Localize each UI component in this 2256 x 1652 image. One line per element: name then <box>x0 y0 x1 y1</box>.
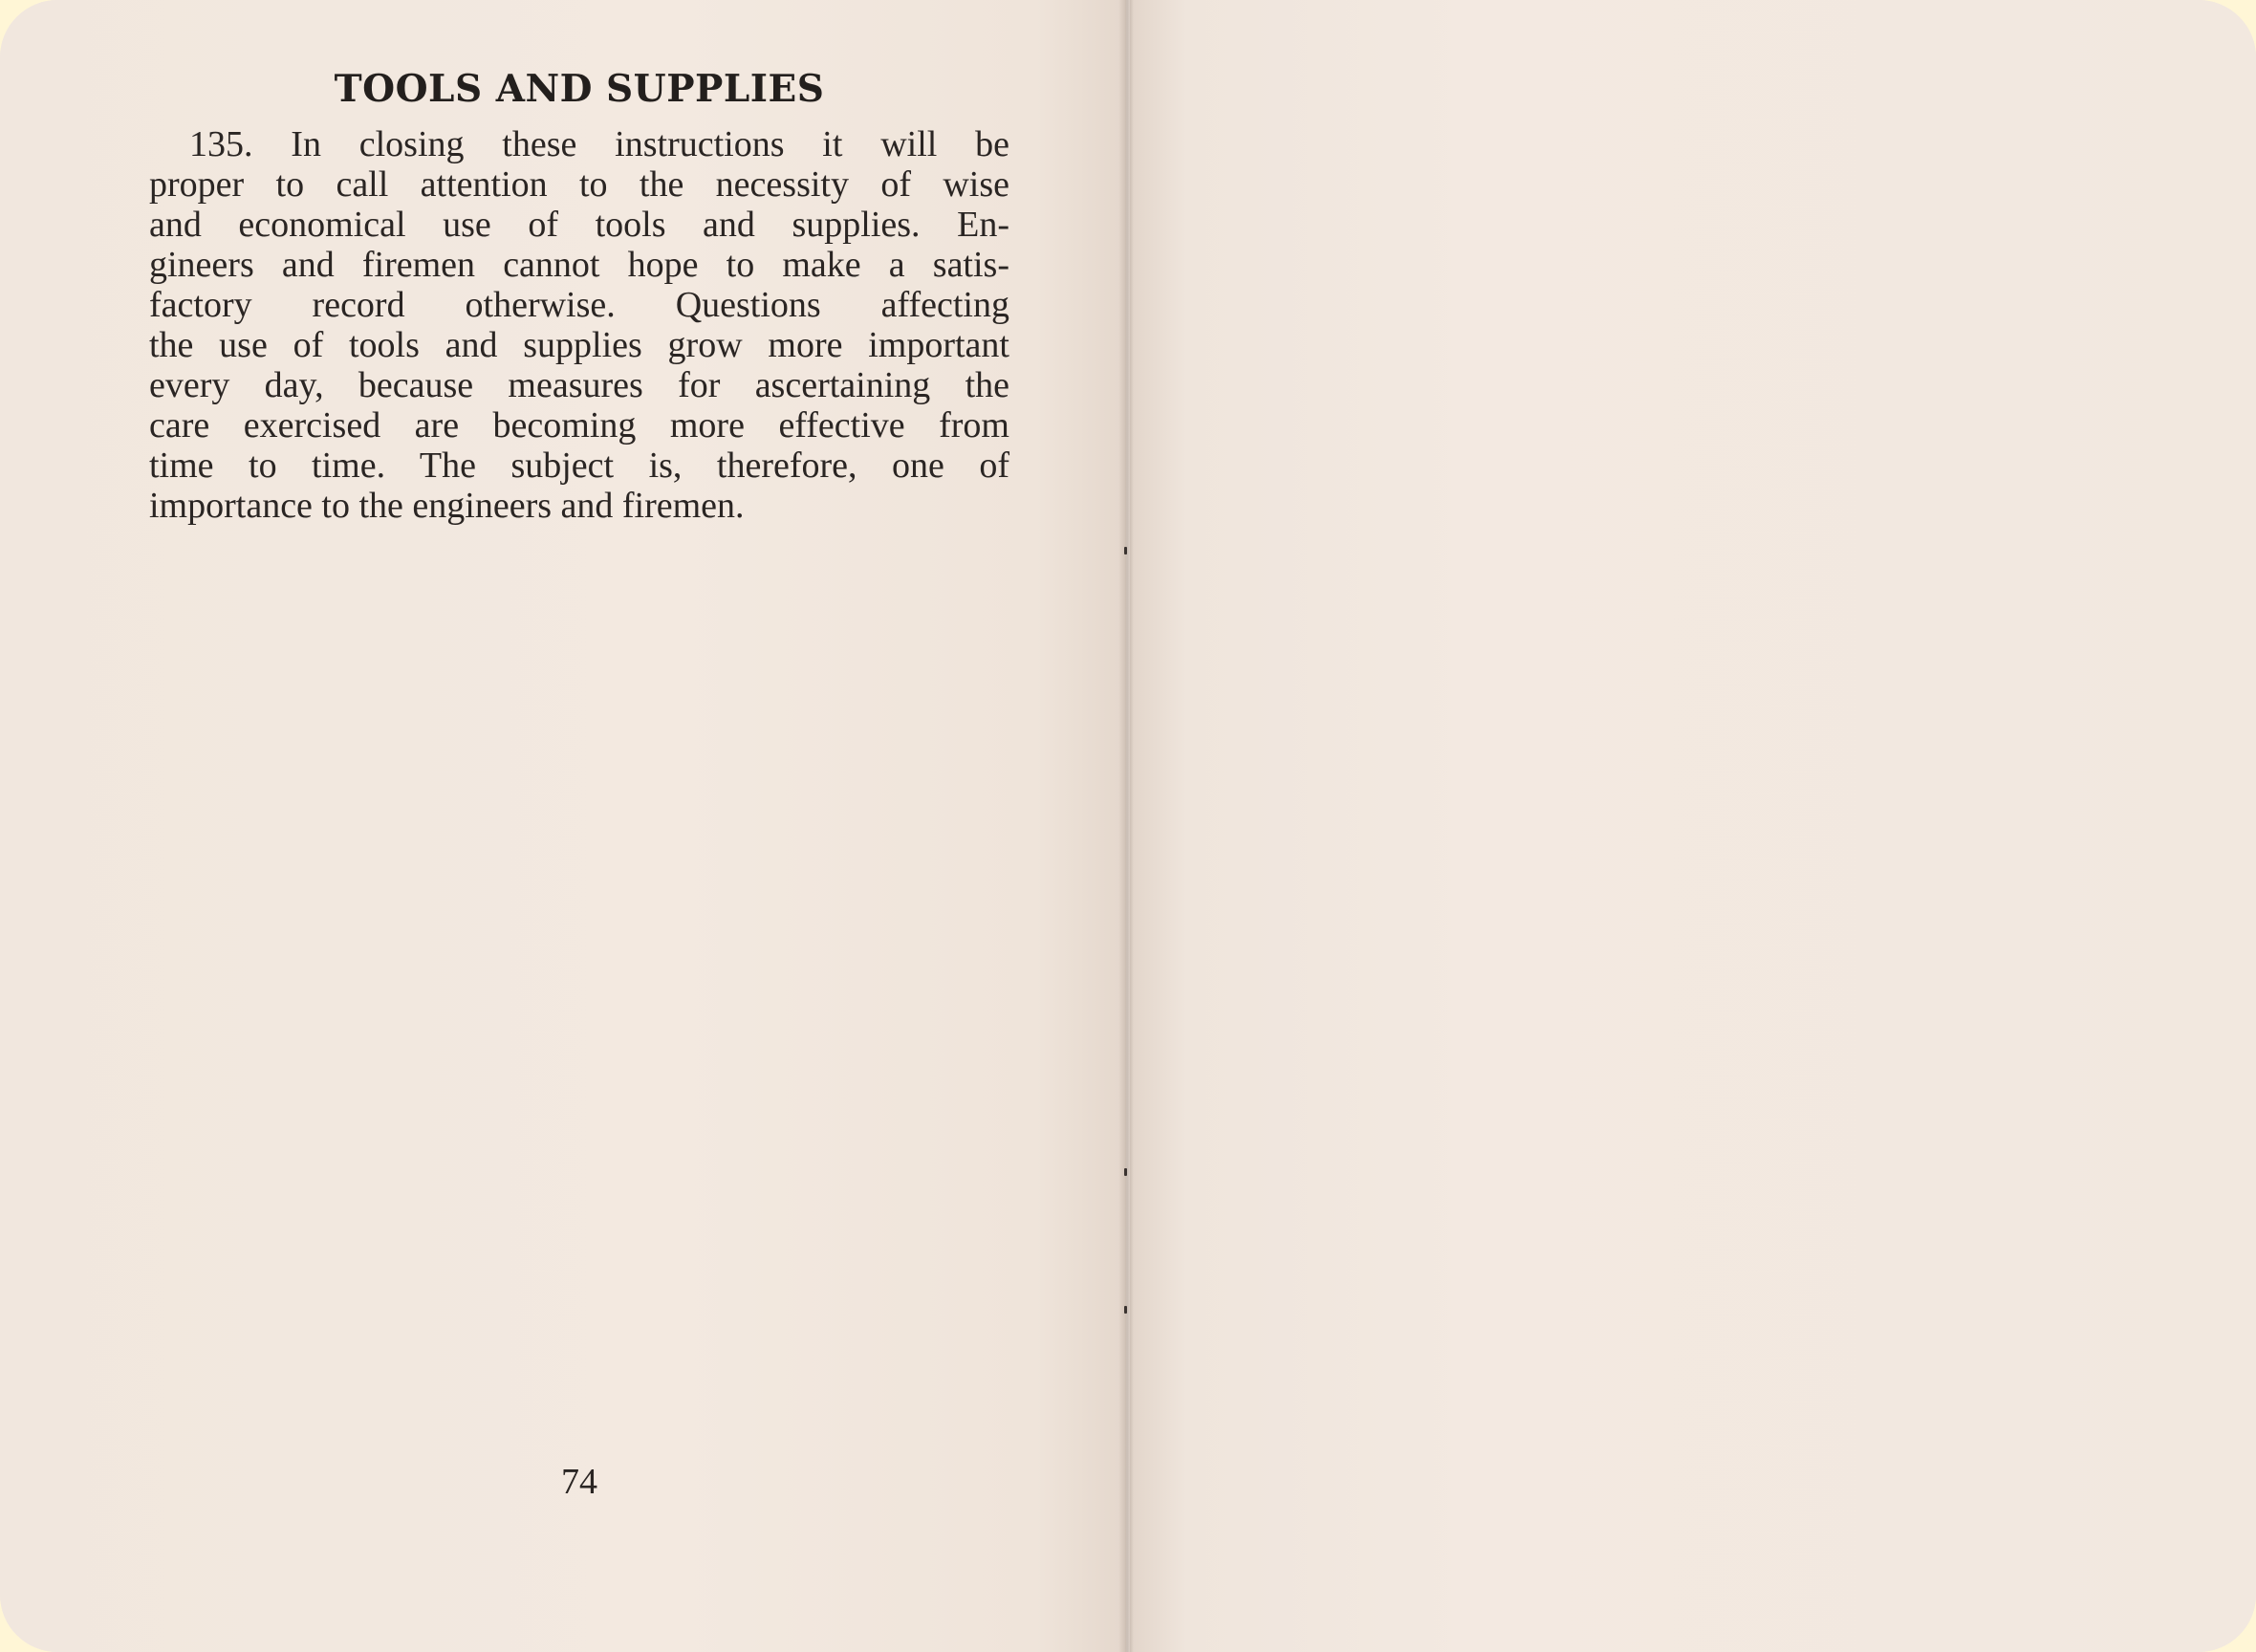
paragraph-line: care exercised are becoming more effective from <box>149 405 1009 446</box>
paragraph-line: and economical use of tools and supplies. En- <box>149 205 1009 245</box>
paragraph-line: the use of tools and supplies grow more important <box>149 325 1009 365</box>
section-heading: TOOLS AND SUPPLIES <box>334 67 825 111</box>
paragraph-line: importance to the engineers and firemen. <box>149 486 745 526</box>
page-number: 74 <box>561 1462 597 1502</box>
right-page-blank <box>1130 0 2256 1652</box>
paragraph-line: proper to call attention to the necessity of wise <box>149 164 1009 205</box>
paragraph-line: factory record otherwise. Questions affecting <box>149 285 1009 325</box>
paragraph-line: 135. In closing these instructions it will be <box>189 124 1009 164</box>
paragraph-135 <box>149 124 1009 526</box>
paragraph-line: time to time. The subject is, therefore, one of <box>149 446 1009 486</box>
stitch-mark <box>1124 547 1127 554</box>
paragraph-line: gineers and firemen cannot hope to make a satis- <box>149 245 1009 285</box>
book-gutter <box>1118 0 1134 1652</box>
stitch-mark <box>1124 1306 1127 1314</box>
paragraph-line: every day, because measures for ascertaining the <box>149 365 1009 405</box>
left-page <box>0 0 1126 1652</box>
stitch-mark <box>1124 1168 1127 1176</box>
